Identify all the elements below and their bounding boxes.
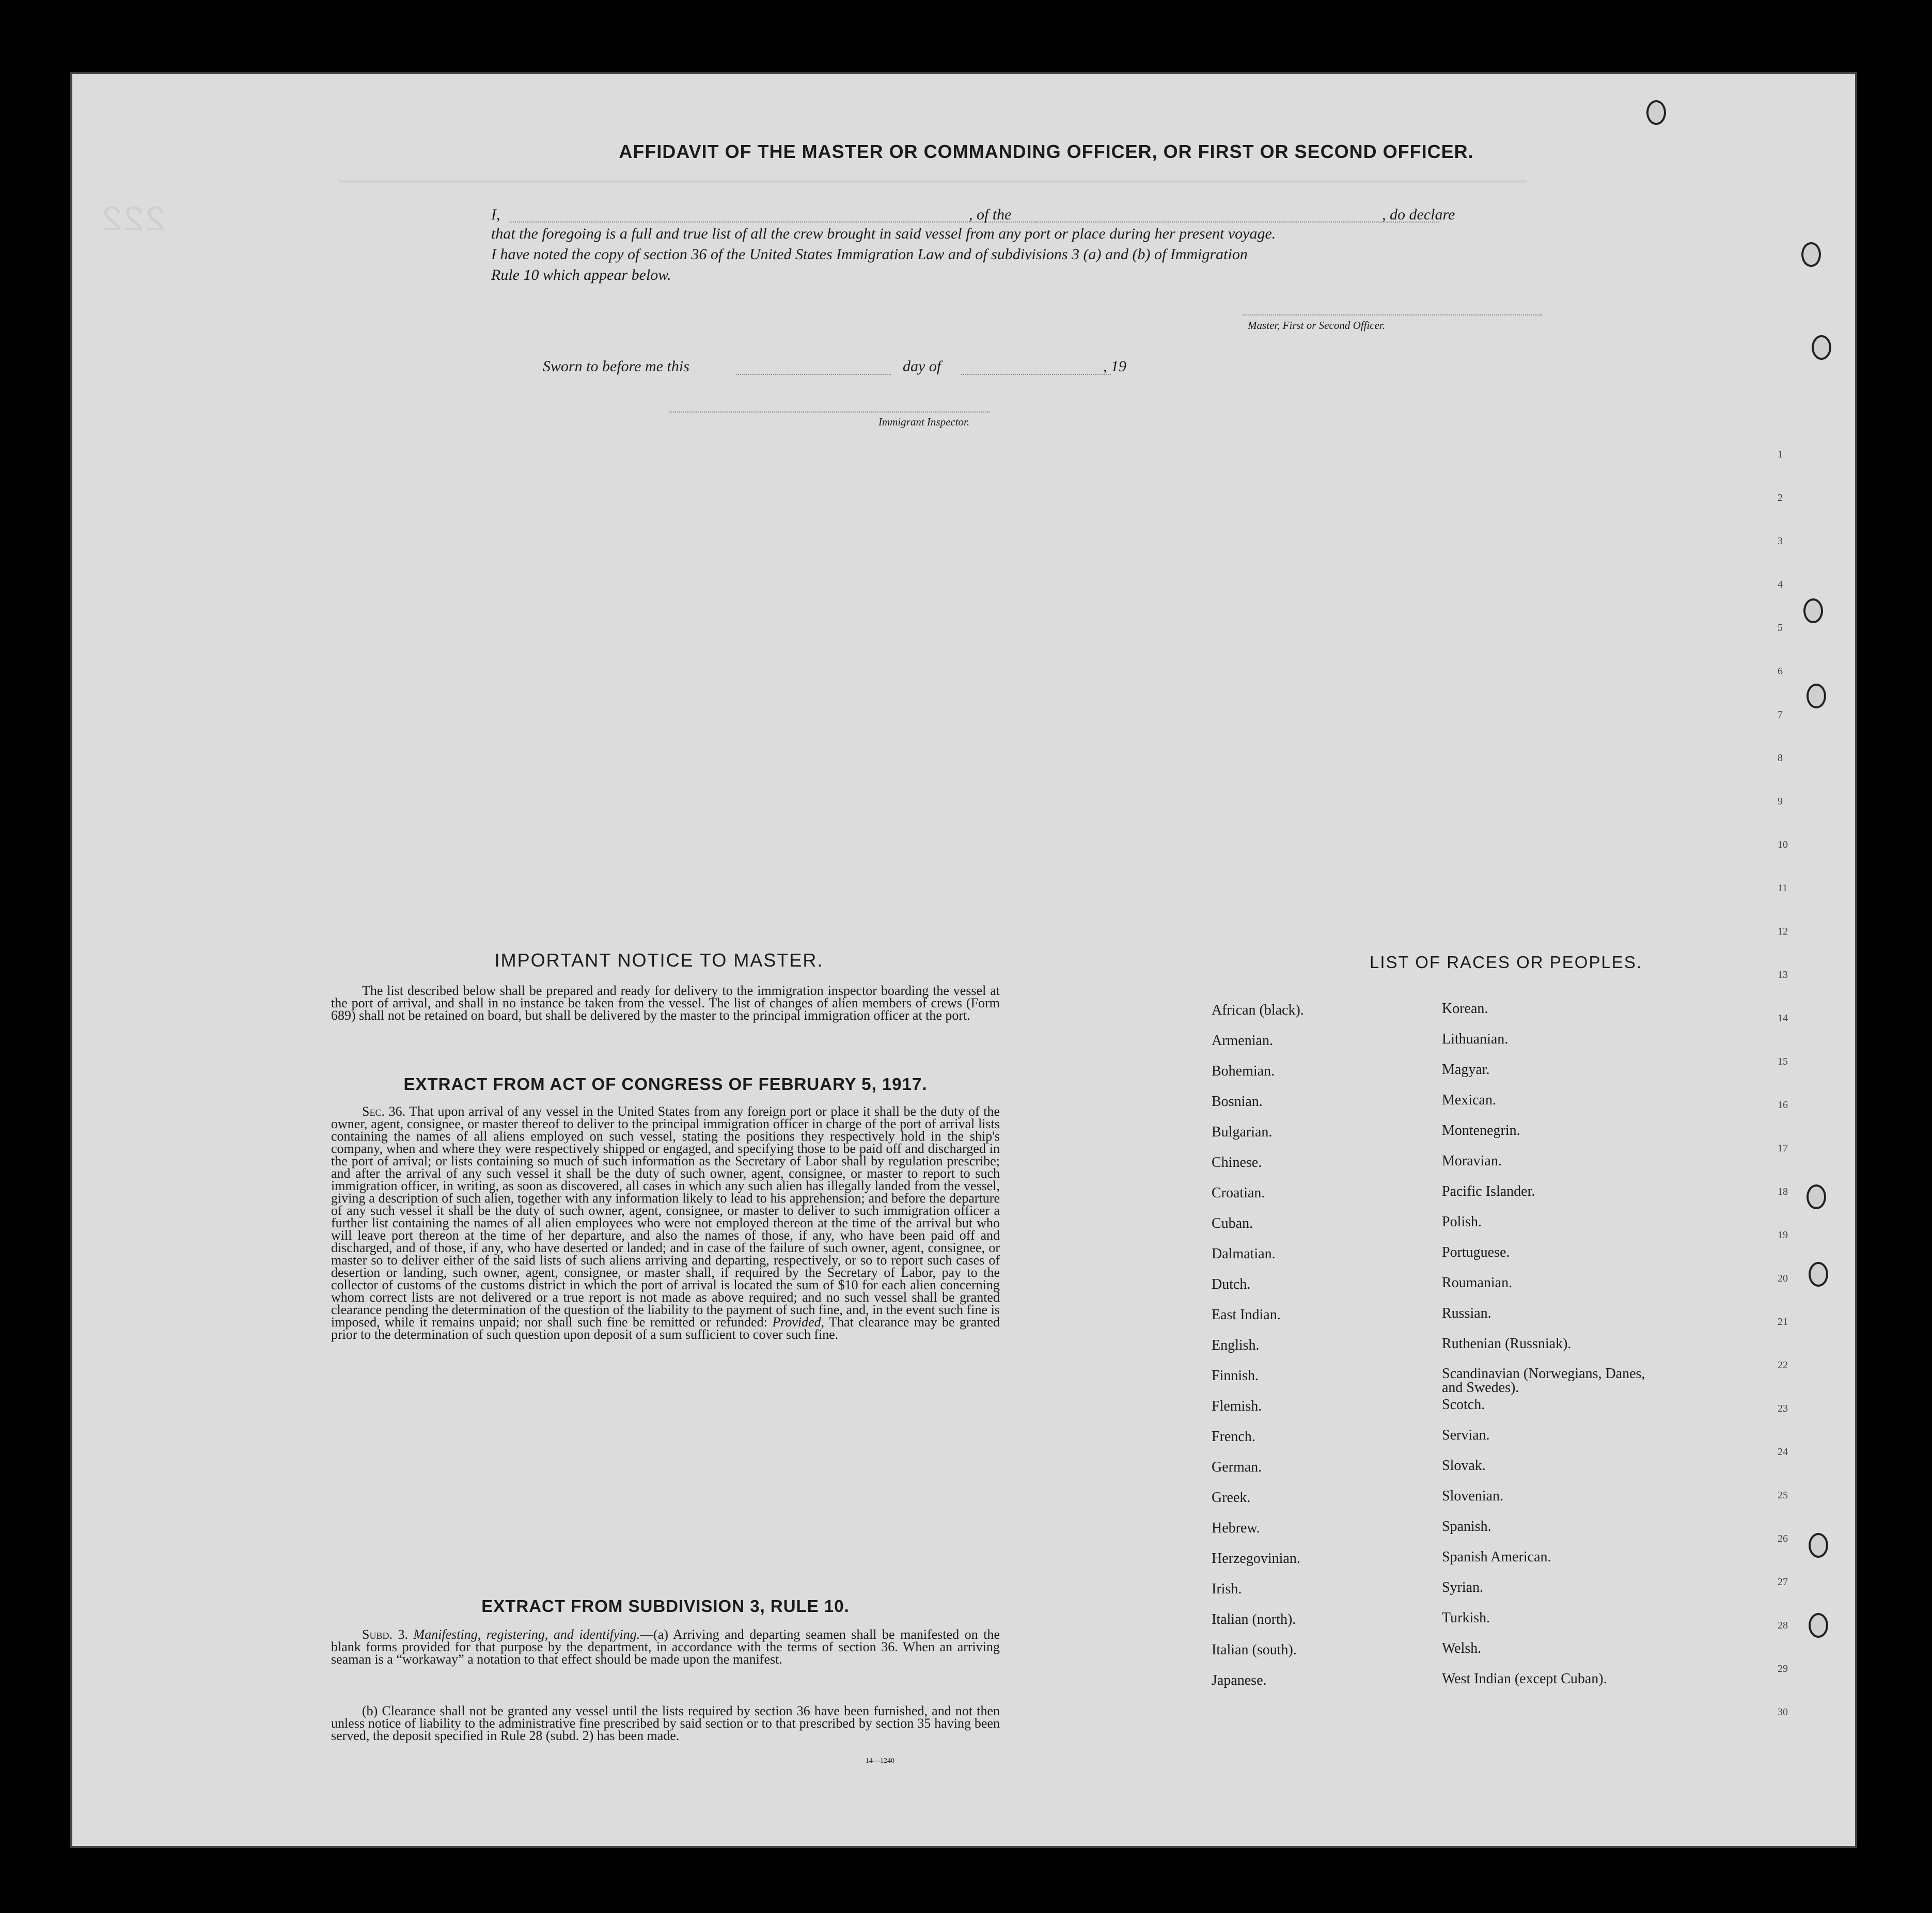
margin-line-number: 28	[1778, 1620, 1788, 1631]
races-left-column	[1212, 1003, 1418, 1703]
affidavit-line-3: I have noted the copy of section 36 of the United States Immigration Law and of subdivisions 3 (a) and (b) of Immigration	[491, 246, 1248, 263]
margin-line-number: 8	[1778, 752, 1783, 764]
affidavit-line-2: that the foregoing is a full and true list of all the crew brought in said vessel from any port or place during her present voyage.	[491, 225, 1276, 242]
margin-line-number: 21	[1778, 1316, 1788, 1327]
race-item: Korean.	[1442, 1001, 1488, 1017]
margin-line-number: 6	[1778, 666, 1783, 677]
race-item: Ruthenian (Russniak).	[1442, 1336, 1572, 1352]
race-item: Lithuanian.	[1442, 1031, 1509, 1047]
margin-line-number: 19	[1778, 1229, 1788, 1241]
margin-line-number: 12	[1778, 926, 1788, 937]
year-prefix: , 19	[1103, 358, 1126, 375]
margin-line-number: 9	[1778, 796, 1783, 807]
race-item: Moravian.	[1442, 1153, 1502, 1169]
race-item: French.	[1212, 1429, 1255, 1445]
margin-line-number: 17	[1778, 1143, 1788, 1154]
margin-line-number: 22	[1778, 1359, 1788, 1371]
punch-hole	[1646, 100, 1666, 125]
race-item: Russian.	[1442, 1305, 1491, 1321]
margin-line-number: 13	[1778, 969, 1788, 981]
punch-hole	[1807, 1184, 1826, 1209]
race-item: Hebrew.	[1212, 1520, 1260, 1536]
margin-line-number: 11	[1778, 882, 1788, 894]
punch-hole	[1807, 684, 1826, 708]
race-item: Greek.	[1212, 1490, 1251, 1506]
margin-line-number: 1	[1778, 449, 1783, 460]
affidavit-i-label: I,	[491, 206, 500, 223]
race-item: Flemish.	[1212, 1398, 1262, 1414]
race-item: Croatian.	[1212, 1185, 1265, 1201]
subdivision-b: (b) Clearance shall not be granted any vessel until the lists required by section 36 have been furnished, and not then unless notice of liability to the administrative fine prescribed by said section or to that prescribed by section 35 having been served, the deposit specified in Rule 28 (subd. 2) has been made.	[331, 1703, 1000, 1743]
sworn-day-line	[736, 374, 891, 375]
race-item: Slovak.	[1442, 1458, 1486, 1474]
margin-line-number: 5	[1778, 622, 1783, 634]
race-item: Mexican.	[1442, 1092, 1496, 1108]
extract-rule-title: EXTRACT FROM SUBDIVISION 3, RULE 10.	[481, 1596, 850, 1616]
punch-hole	[1809, 1262, 1828, 1287]
section-36-tail: That clearance may be granted prior to the determination of such question upon deposit of a sum sufficient to cover such fine.	[331, 1315, 1000, 1342]
punch-hole	[1801, 242, 1821, 267]
race-item: Welsh.	[1442, 1640, 1482, 1656]
margin-line-number: 3	[1778, 535, 1783, 547]
affidavit-title: AFFIDAVIT OF THE MASTER OR COMMANDING OFFICER, OR FIRST OR SECOND OFFICER.	[619, 141, 1474, 162]
race-item: Herzegovinian.	[1212, 1551, 1300, 1567]
inspector-caption: Immigrant Inspector.	[878, 416, 970, 428]
race-item: East Indian.	[1212, 1307, 1281, 1323]
subdivision-b-text	[331, 1705, 1000, 1742]
section-36-label: Sec. 36.	[362, 1104, 406, 1119]
margin-line-number: 30	[1778, 1706, 1788, 1718]
margin-line-number: 25	[1778, 1490, 1788, 1501]
margin-line-number: 2	[1778, 492, 1783, 503]
race-item: West Indian (except Cuban).	[1442, 1671, 1607, 1687]
race-item: Pacific Islander.	[1442, 1183, 1535, 1199]
margin-line-number: 26	[1778, 1533, 1788, 1544]
margin-line-number: 24	[1778, 1446, 1788, 1458]
notice-body	[331, 985, 1000, 1022]
race-item: Irish.	[1212, 1581, 1242, 1597]
race-item: Bulgarian.	[1212, 1124, 1273, 1140]
race-item: Syrian.	[1442, 1579, 1484, 1595]
margin-line-number: 7	[1778, 709, 1783, 720]
race-item: Japanese.	[1212, 1672, 1267, 1688]
race-item: Bohemian.	[1212, 1063, 1275, 1079]
margin-line-number: 16	[1778, 1099, 1788, 1111]
notice-body-text: The list described below shall be prepared and ready for delivery to the immigration inspector boarding the vessel at the port of arrival, and shall in no instance be taken from the vessel. The list of changes of alien members of crews (Form 689) shall not be retained on board, but shall be delivered by the master to the principal immigration officer at the port.	[331, 983, 1000, 1023]
form-number: 14—1240	[866, 1757, 894, 1765]
margin-line-number: 10	[1778, 839, 1788, 850]
races-title: LIST OF RACES OR PEOPLES.	[1369, 953, 1643, 972]
race-item: Roumanian.	[1442, 1275, 1513, 1291]
inspector-signature-line	[669, 412, 989, 413]
document-page	[70, 72, 1857, 1848]
signature-line	[1243, 314, 1542, 315]
race-item: Polish.	[1442, 1214, 1482, 1230]
extract-act-title: EXTRACT FROM ACT OF CONGRESS OF FEBRUARY 5, 1917.	[403, 1074, 928, 1094]
punch-hole	[1809, 1613, 1828, 1638]
margin-line-number: 27	[1778, 1576, 1788, 1588]
margin-line-number: 4	[1778, 579, 1783, 590]
day-of-label: day of	[903, 358, 941, 375]
margin-line-number: 15	[1778, 1056, 1788, 1067]
subdivision-heading: Manifesting, registering, and identifying.	[413, 1627, 640, 1642]
race-item: Magyar.	[1442, 1062, 1490, 1078]
section-36-provided: Provided,	[772, 1315, 825, 1330]
sworn-text: Sworn to before me this	[543, 358, 689, 375]
section-36-body: That upon arrival of any vessel in the United States from any foreign port or place it shall be the duty of the owner, agent, consignee, or master thereof to deliver to the principal immigration officer in charge of the port of arrival lists containing the names of all aliens employed on such vessel, stating the positions they respectively hold in the ship's company, when and where they were respectively shipped or engaged, and specifying those to be paid off and discharged in the port of arrival; or lists containing so much of such information as the Secretary of Labor shall by regulation prescribe; and after the arrival of any such vessel it shall be the duty of such owner, agent, consignee, or master to report to such immigration officer, in writing, as soon as discovered, all cases in which any such alien has illegally landed from the vessel, giving a description of such alien, together with any information likely to lead to his apprehension; and before the departure of any such vessel it shall be the duty of such owner, agent, consignee, or master to deliver to such immigration officer a further list containing the names of all alien employees who were not employed thereon at the time of the arrival but who will leave port thereon at the time of her departure, and also the names of those, if any, who have been paid off and discharged, and of those, if any, who have deserted or landed; and in case of the failure of such owner, agent, consignee, or master so to deliver either of the said lists of such aliens arriving and departing, respectively, or so to report such cases of desertion or landing, such owner, agent, consignee, or master shall, if required by the Secretary of Labor, pay to the collector of customs of the customs district in which the port of arrival is located the sum of $10 for each alien concerning whom correct lists are not delivered or a true report is not made as above required; and no such vessel shall be granted clearance pending the determination of the question of the liability to the payment of such fine, and, in the event such fine is imposed, while it remains unpaid; nor shall such fine be remitted or refunded:	[331, 1104, 1000, 1330]
margin-line-number: 20	[1778, 1273, 1788, 1284]
punch-hole	[1812, 335, 1831, 360]
subdivision-a: —(a) Arriving and departing seamen shall be manifested on the blank forms provided for that purpose by the department, in accordance with the terms of section 36. When an arriving seaman is a “workaway” a notation to that effect should be made upon the manifest.	[331, 1627, 1000, 1667]
race-item: Slovenian.	[1442, 1488, 1503, 1504]
affidavit-line-4: Rule 10 which appear below.	[491, 266, 671, 283]
race-item: Turkish.	[1442, 1610, 1490, 1626]
subdivision-3-text	[331, 1629, 1000, 1666]
race-item: African (black).	[1212, 1002, 1304, 1018]
race-item: Spanish.	[1442, 1519, 1491, 1535]
race-item: Servian.	[1442, 1427, 1490, 1443]
signature-caption: Master, First or Second Officer.	[1248, 319, 1385, 331]
race-item: Spanish American.	[1442, 1549, 1551, 1565]
affidavit-of-the-label: , of the	[969, 206, 1012, 223]
margin-line-number: 14	[1778, 1013, 1788, 1024]
race-item: Finnish.	[1212, 1368, 1259, 1384]
race-item: English.	[1212, 1337, 1260, 1353]
punch-hole	[1809, 1533, 1828, 1558]
race-item: Bosnian.	[1212, 1094, 1263, 1110]
race-item: Armenian.	[1212, 1033, 1273, 1049]
section-36-text	[331, 1105, 1000, 1341]
notice-title: IMPORTANT NOTICE TO MASTER.	[494, 950, 824, 971]
race-item: Cuban.	[1212, 1215, 1253, 1231]
punch-hole	[1803, 598, 1823, 623]
race-item: Portuguese.	[1442, 1244, 1510, 1260]
race-item: German.	[1212, 1459, 1262, 1475]
race-item: Dutch.	[1212, 1276, 1251, 1292]
margin-line-number: 18	[1778, 1186, 1788, 1197]
margin-line-number: 23	[1778, 1403, 1788, 1414]
races-right-column	[1442, 1001, 1669, 1702]
race-item: Italian (south).	[1212, 1642, 1297, 1658]
affidavit-do-declare: , do declare	[1382, 206, 1455, 223]
bleed-through-page-number: 222	[101, 201, 167, 242]
race-item: Montenegrin.	[1442, 1122, 1520, 1139]
race-item: Scotch.	[1442, 1397, 1485, 1413]
race-item: Italian (north).	[1212, 1611, 1296, 1627]
margin-line-number: 29	[1778, 1663, 1788, 1674]
race-item: Scandinavian (Norwegians, Danes, and Swedes).	[1442, 1366, 1645, 1396]
race-item: Chinese.	[1212, 1155, 1262, 1171]
race-item: Dalmatian.	[1212, 1246, 1276, 1262]
sworn-month-line	[961, 374, 1111, 375]
subdivision-label: Subd. 3.	[362, 1627, 408, 1642]
